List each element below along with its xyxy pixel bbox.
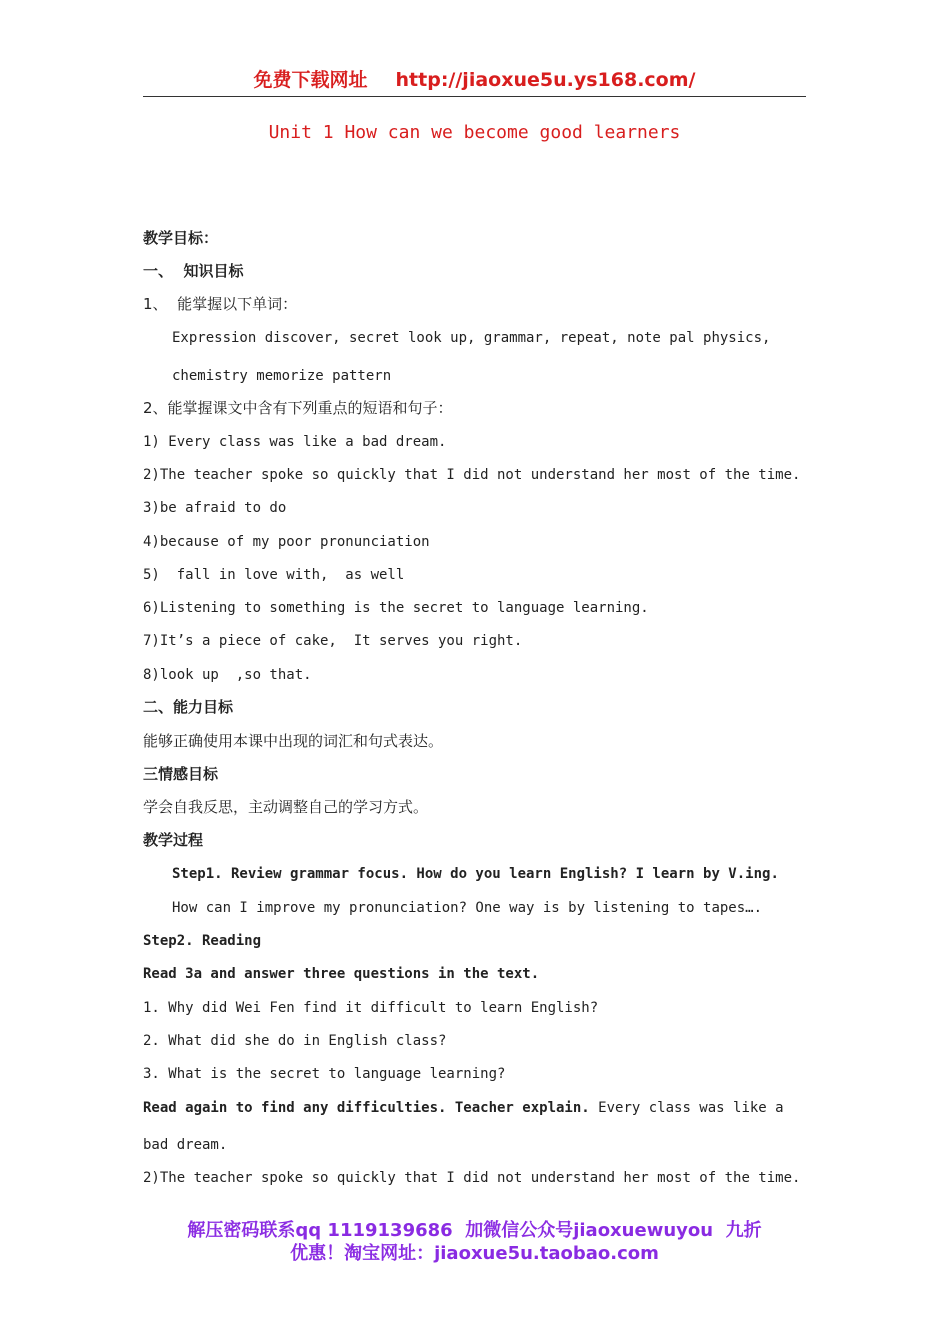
paragraph: 学会自我反思，主动调整自己的学习方式。 (143, 798, 429, 816)
phrase-item: 7)It’s a piece of cake, It serves you right. (143, 633, 523, 649)
question-item: 3. What is the secret to language learning? (143, 1066, 506, 1082)
section-heading-objectives: 教学目标： (143, 229, 219, 247)
document-title: Unit 1 How can we become good learners (268, 122, 681, 143)
paragraph: 能够正确使用本课中出现的词汇和句式表达。 (143, 732, 444, 750)
instruction-line (143, 1098, 784, 1118)
vocab-line: chemistry memorize pattern (172, 368, 392, 384)
step-heading: Step2. Reading (143, 933, 262, 949)
subheading-emotion: 三情感目标 (143, 765, 219, 783)
step-line: Step1. Review grammar focus. How do you learn English? I learn by V.ing. (172, 866, 779, 882)
phrase-item: 2)The teacher spoke so quickly that I did not understand her most of the time. (143, 467, 801, 483)
page-header (143, 66, 806, 97)
section-heading-process: 教学过程 (143, 831, 204, 849)
phrase-item: 3)be afraid to do (143, 500, 287, 516)
list-item: 2、能掌握课文中含有下列重点的短语和句子： (143, 399, 453, 417)
question-item: 1. Why did Wei Fen find it difficult to learn English? (143, 1000, 599, 1016)
footer-line-1: 解压密码联系qq 1119139686 加微信公众号jiaoxuewuyou 九折 (187, 1220, 762, 1241)
header-url-link[interactable]: http://jiaoxue5u.ys168.com/ (395, 69, 696, 91)
phrase-item: 8)look up ,so that. (143, 667, 312, 683)
subheading-ability: 二、能力目标 (143, 698, 234, 716)
instruction-bold: Read again to find any difficulties. Teacher explain. (143, 1100, 590, 1116)
instruction-text: Every class was like a (589, 1100, 784, 1116)
vocab-line: Expression discover, secret look up, grammar, repeat, note pal physics, (172, 330, 771, 346)
phrase-item: 6)Listening to something is the secret to language learning. (143, 600, 649, 616)
step-line: How can I improve my pronunciation? One way is by listening to tapes…. (172, 900, 763, 916)
subheading-knowledge: 一、 知识目标 (143, 262, 244, 280)
footer-line-2: 优惠！淘宝网址：jiaoxue5u.taobao.com (290, 1243, 659, 1264)
phrase-item: 2)The teacher spoke so quickly that I did not understand her most of the time. (143, 1170, 801, 1186)
paragraph: bad dream. (143, 1137, 228, 1153)
list-item: 1、 能掌握以下单词： (143, 295, 298, 313)
phrase-item: 4)because of my poor pronunciation (143, 534, 430, 550)
instruction-line: Read 3a and answer three questions in the text. (143, 966, 540, 982)
phrase-item: 1) Every class was like a bad dream. (143, 434, 447, 450)
question-item: 2. What did she do in English class? (143, 1033, 447, 1049)
header-label: 免费下载网址 (253, 69, 368, 91)
phrase-item: 5) fall in love with, as well (143, 567, 405, 583)
